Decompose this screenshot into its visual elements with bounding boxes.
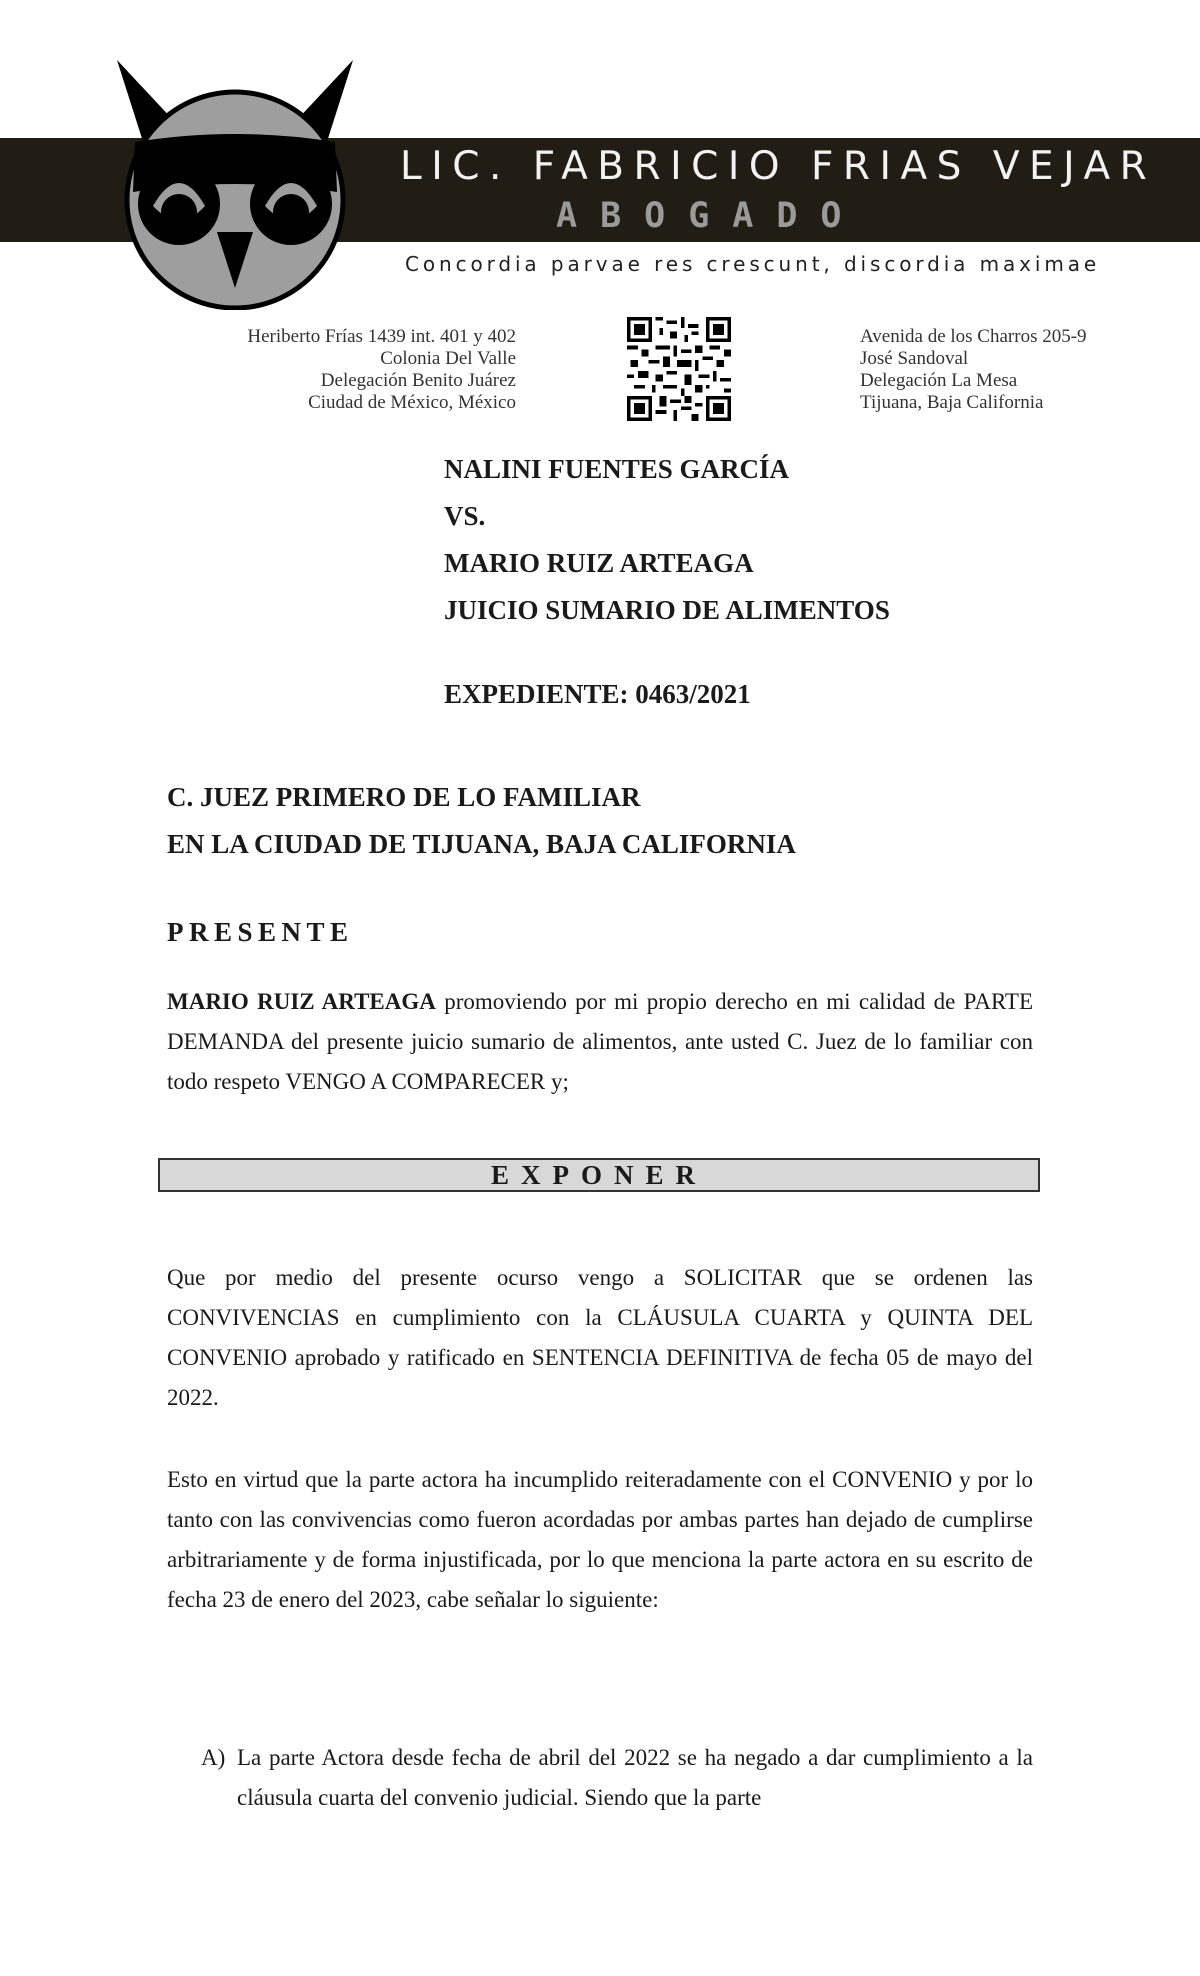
address-line: Avenida de los Charros 205-9 <box>860 326 1087 347</box>
court-addressee <box>167 774 1067 868</box>
address-line: Delegación La Mesa <box>860 370 1018 391</box>
address-line: Heriberto Frías 1439 int. 401 y 402 <box>247 326 516 347</box>
list-item <box>201 1738 1033 1818</box>
case-caption <box>444 446 1064 634</box>
owl-logo-icon <box>105 56 365 310</box>
court-line: EN LA CIUDAD DE TIJUANA, BAJA CALIFORNIA <box>167 829 796 859</box>
address-line: Colonia Del Valle <box>380 348 516 369</box>
list-item-text: La parte Actora desde fecha de abril del 2022 se ha negado a dar cumplimiento a la cláusula cuarta del convenio judicial. Siendo que la parte <box>237 1745 1033 1810</box>
address-line: Ciudad de México, México <box>308 392 516 413</box>
office-address-mexico-city <box>150 326 516 414</box>
firm-name: LIC. FABRICIO FRIAS VEJAR <box>400 144 1157 189</box>
section-heading-box <box>158 1158 1040 1192</box>
qr-code-icon <box>622 317 736 421</box>
promoter-name: MARIO RUIZ ARTEAGA <box>167 989 436 1014</box>
section-title: EXPONER <box>490 1160 707 1190</box>
plaintiff-name: NALINI FUENTES GARCÍA <box>444 454 790 484</box>
body-paragraph: Que por medio del presente ocurso vengo a SOLICITAR que se ordenen las CONVIVENCIAS en cumplimiento con la CLÁUSULA CUARTA y QUINTA DEL CONVENIO aprobado y ratificado en SENTENCIA DEFINITIVA de fecha 05 de mayo del 2022. <box>167 1265 1033 1410</box>
defendant-name: MARIO RUIZ ARTEAGA <box>444 548 754 578</box>
case-type: JUICIO SUMARIO DE ALIMENTOS <box>444 595 890 625</box>
intro-paragraph <box>167 982 1033 1102</box>
body-paragraph: Esto en virtud que la parte actora ha incumplido reiteradamente con el CONVENIO y por lo tanto con las convivencias como fueron acordadas por ambas partes han dejado de cumplirse arbitrariamente y de forma injustificada, por lo que menciona la parte actora en su escrito de fecha 23 de enero del 2023, cabe señalar lo siguiente: <box>167 1467 1033 1612</box>
office-address-tijuana <box>860 326 1160 414</box>
address-line: Delegación Benito Juárez <box>320 370 516 391</box>
presente-heading: PRESENTE <box>167 917 354 947</box>
address-line: Tijuana, Baja California <box>860 392 1044 413</box>
address-line: José Sandoval <box>860 348 969 369</box>
court-line: C. JUEZ PRIMERO DE LO FAMILIAR <box>167 782 641 812</box>
firm-role: ABOGADO <box>556 196 865 236</box>
intro-text: promoviendo por mi propio derecho en mi calidad de PARTE DEMANDA del presente juicio sumario de alimentos, ante usted C. Juez de lo familiar con todo respeto VENGO A COMPARECER y; <box>167 989 1034 1094</box>
firm-motto: Concordia parvae res crescunt, discordia maximae <box>405 252 1101 276</box>
versus-label: VS. <box>444 501 486 531</box>
case-number: EXPEDIENTE: 0463/2021 <box>444 679 751 709</box>
list-marker: A) <box>201 1745 226 1770</box>
